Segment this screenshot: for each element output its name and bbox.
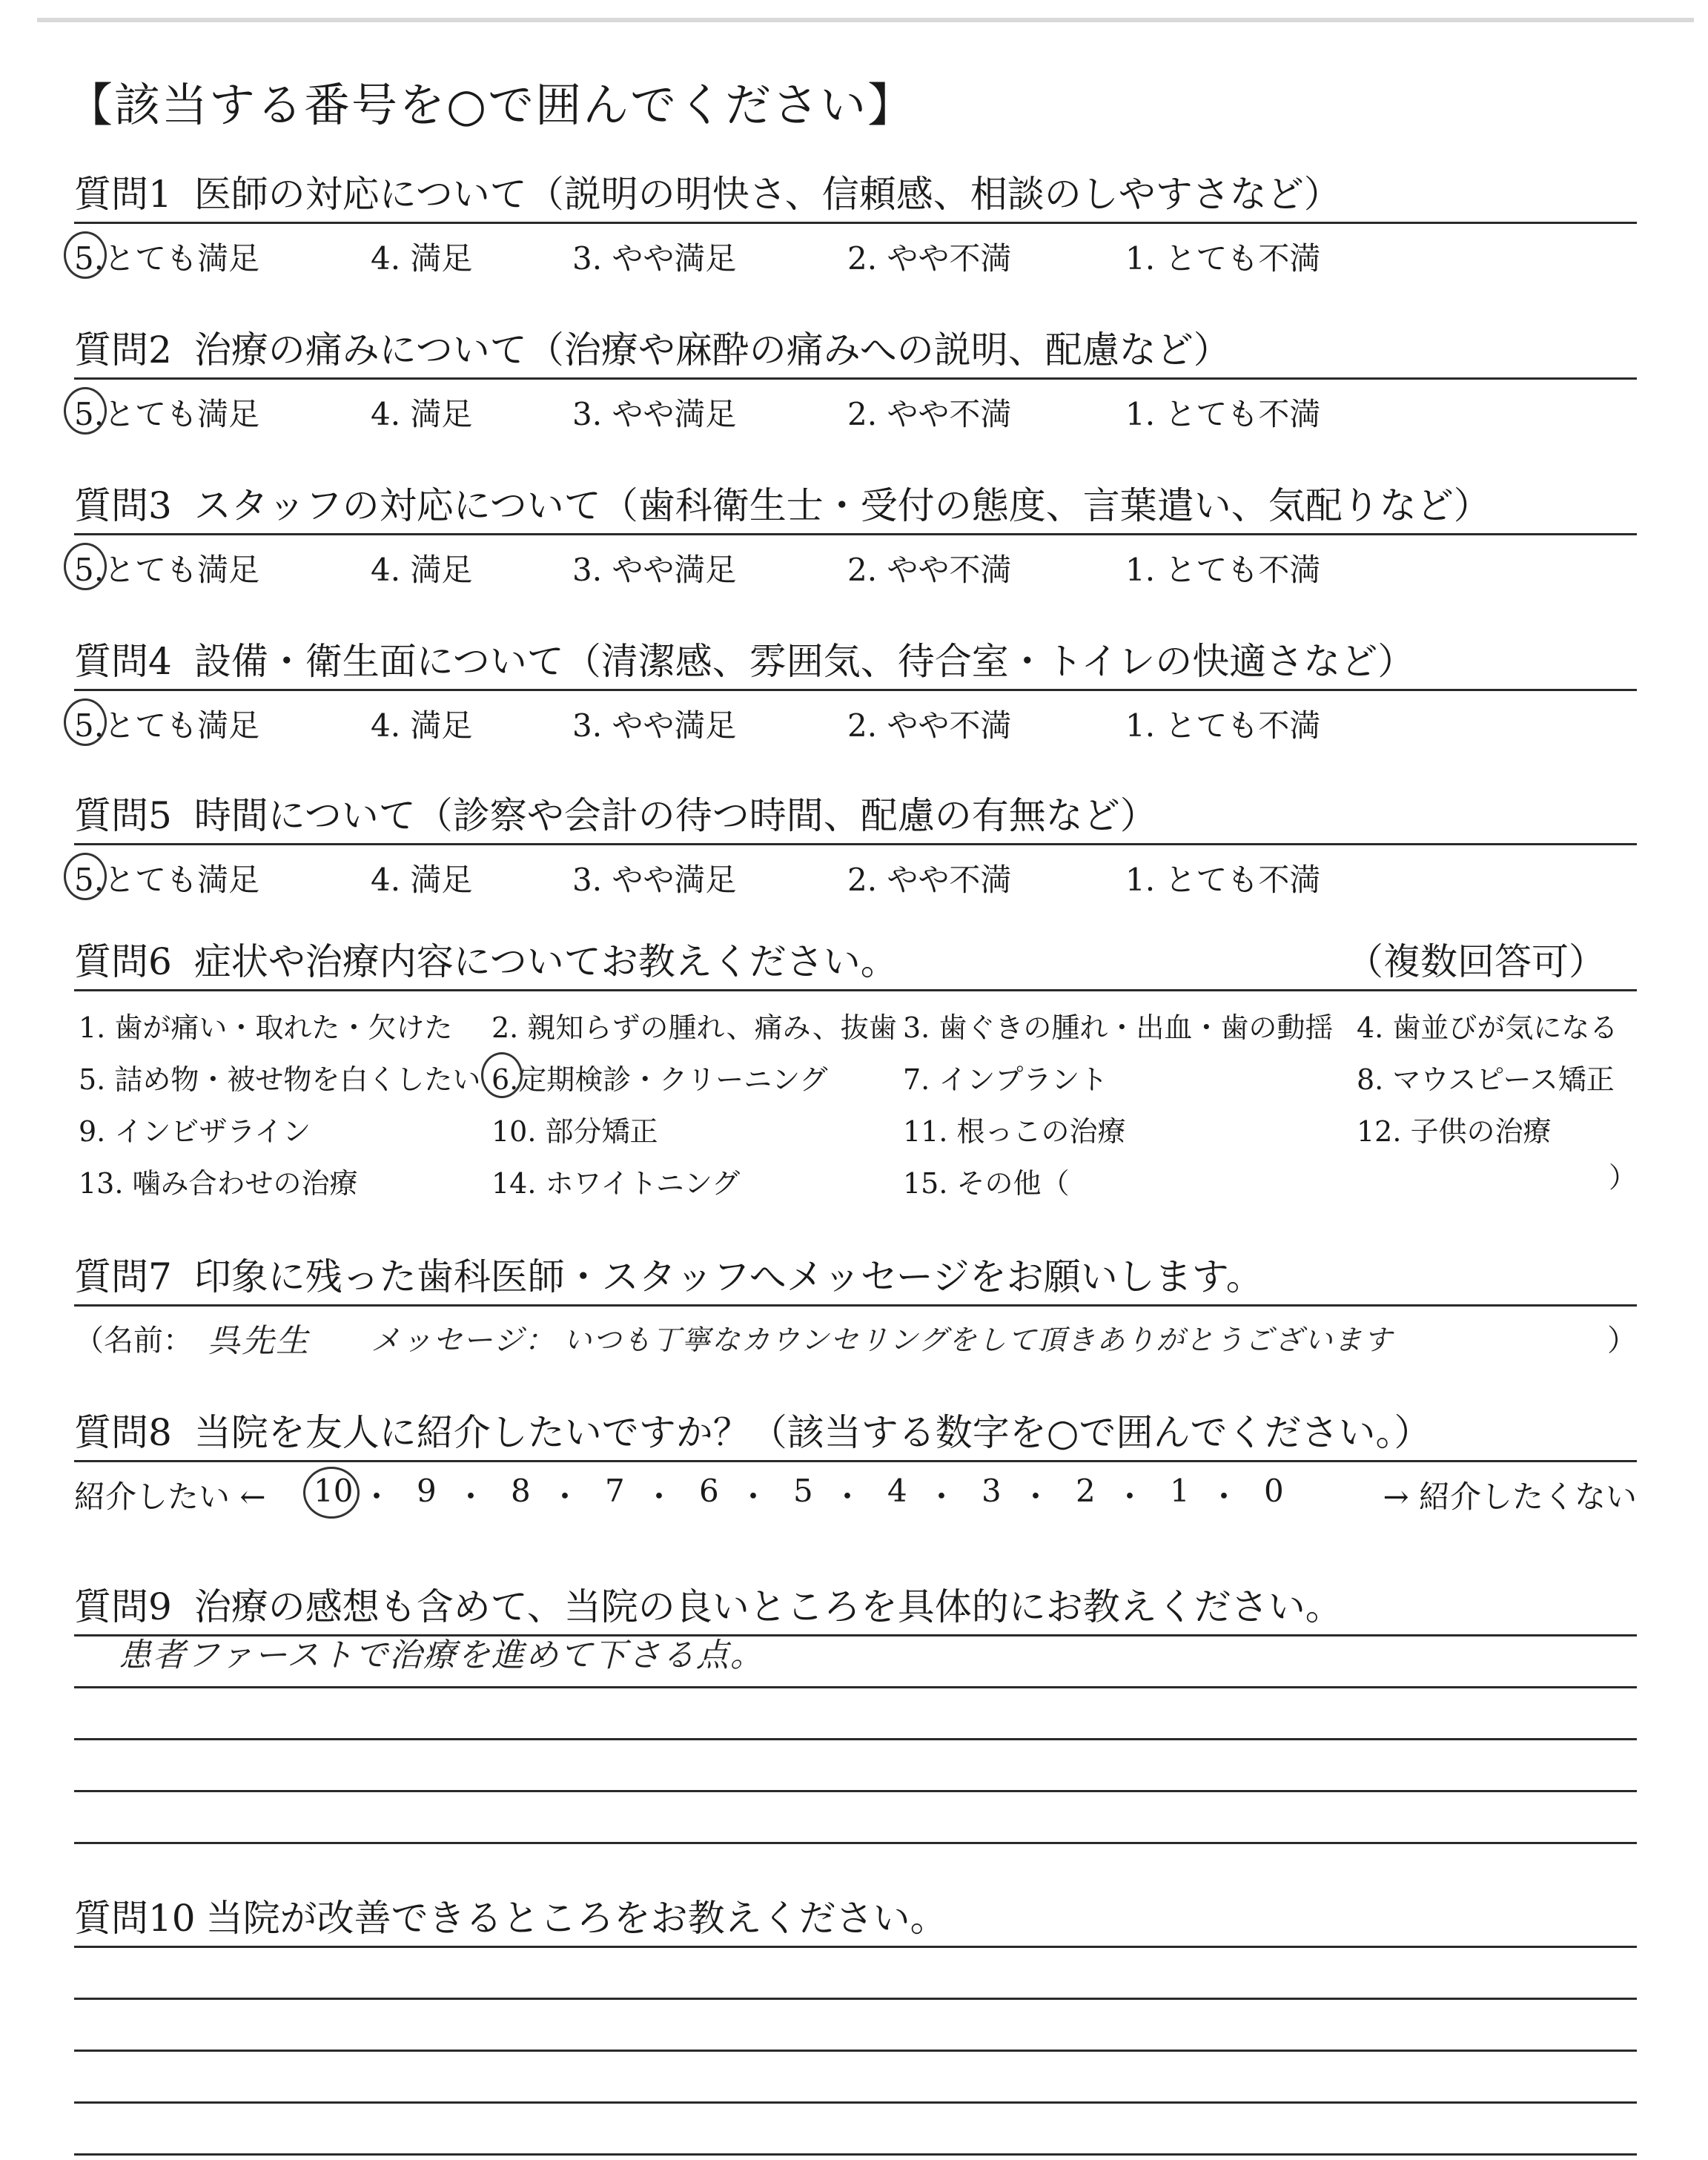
question-7 [74,1249,1637,1358]
rating-option[interactable]: 4. 満足 [371,552,473,588]
selection-circle [64,231,107,279]
rating-option[interactable]: 5.とても満足 [74,240,260,277]
question-text: 当院を友人に紹介したいですか？（該当する数字を○で囲んでください。） [193,1411,1431,1454]
rating-options [74,845,1637,902]
symptom-option[interactable]: 4. 歯並びが気になる [1357,1011,1618,1044]
answer-line [74,2153,1637,2156]
question-10-title [74,1891,1637,1946]
recommend-left-label: 紹介したい ← [74,1479,266,1515]
question-number: 質問6 [74,940,172,983]
scale-separator: ・ [738,1479,769,1515]
question-text: 治療の痛みについて（治療や麻酔の痛みへの説明、配慮など） [193,328,1231,371]
rating-options [74,691,1637,747]
question-2 [74,323,1637,436]
rating-option[interactable]: 1. とても不満 [1125,396,1321,432]
rating-option[interactable]: 4. 満足 [371,396,473,432]
message-value: いつも丁寧なカウンセリングをして頂きありがとうございます [563,1324,1394,1356]
question-number: 質問1 [74,173,172,216]
question-number: 質問3 [74,484,172,527]
rating-options [74,535,1637,592]
rating-option[interactable]: 4. 満足 [371,240,473,277]
question-number: 質問2 [74,328,172,371]
scale-value[interactable]: 4 [887,1473,907,1509]
scale-separator: ・ [1114,1479,1146,1515]
scale-value[interactable]: 3 [982,1473,1002,1509]
rating-options [74,380,1637,436]
question-3 [74,478,1637,592]
rating-option[interactable]: 3. やや満足 [572,707,737,744]
symptom-option[interactable]: 8. マウスピース矯正 [1357,1063,1615,1096]
question-number: 質問8 [74,1411,172,1454]
scale-value[interactable]: 0 [1264,1473,1284,1509]
symptom-option[interactable]: 1. 歯が痛い・取れた・欠けた [79,1011,453,1044]
selection-circle [64,387,107,435]
rating-option[interactable]: 2. やや不満 [847,396,1012,432]
answer-line [74,1946,1637,1948]
question-number: 質問5 [74,794,172,837]
question-6 [74,934,1637,1214]
question-text: 治療の感想も含めて、当院の良いところを具体的にお教えください。 [193,1585,1343,1628]
page-heading: 【該当する番号を○で囲んでください】 [67,78,916,132]
scale-separator: ・ [549,1479,581,1515]
scale-separator: ・ [455,1479,487,1515]
symptom-option[interactable]: 3. 歯ぐきの腫れ・出血・歯の動揺 [903,1011,1334,1044]
scale-value[interactable]: 5 [793,1473,813,1509]
answer-line [74,2050,1637,2052]
recommend-scale [74,1462,1637,1522]
selection-circle [64,543,107,590]
rating-option[interactable]: 5.とても満足 [74,707,260,744]
symptom-option[interactable]: 12. 子供の治療 [1357,1115,1552,1148]
scale-separator: ・ [1208,1479,1240,1515]
rating-option[interactable]: 3. やや満足 [572,552,737,588]
question-4 [74,634,1637,747]
multiple-answer-note: （複数回答可） [1346,940,1606,983]
symptom-option[interactable]: 14. ホワイトニング [491,1167,741,1200]
symptom-option[interactable]: 13. 噛み合わせの治療 [79,1167,358,1200]
question-text: 設備・衛生面について（清潔感、雰囲気、待合室・トイレの快適さなど） [193,640,1415,683]
symptom-option[interactable]: 6.定期検診・クリーニング [491,1063,828,1096]
rating-option[interactable]: 2. やや不満 [847,707,1012,744]
answer-line [74,2101,1637,2104]
rating-option[interactable]: 4. 満足 [371,707,473,744]
close-paren: ） [1607,1324,1637,1358]
answer-line [74,1998,1637,2000]
answer-line [74,1842,1637,1844]
scale-separator: ・ [361,1479,393,1515]
question-8-title [74,1405,1637,1460]
scale-value[interactable]: 10 [314,1473,354,1509]
question-text: 症状や治療内容についてお教えください。 [193,940,898,983]
selection-circle [64,698,107,746]
question-number: 質問9 [74,1585,172,1628]
question-title [74,167,1637,222]
selection-circle [481,1052,523,1098]
question-10 [74,1891,1637,2156]
question-7-title [74,1249,1637,1304]
question-number: 質問4 [74,640,172,683]
good-points-answer: 患者ファーストで治療を進めて下さる点。 [119,1636,764,1674]
question-text: 医師の対応について（説明の明快さ、信頼感、相談のしやすさなど） [193,173,1341,216]
answer-line [74,1738,1637,1740]
scale-value[interactable]: 8 [511,1473,531,1509]
question-8 [74,1405,1637,1522]
question-9-title [74,1579,1637,1634]
scale-separator: ・ [832,1479,864,1515]
answer-lines [74,1634,1637,1844]
rating-option[interactable]: 5.とても満足 [74,396,260,432]
selection-circle [64,853,107,900]
symptom-option[interactable]: 10. 部分矯正 [491,1115,658,1148]
rating-option[interactable]: 4. 満足 [371,862,473,898]
rating-option[interactable]: 2. やや不満 [847,552,1012,588]
rating-option[interactable]: 3. やや満足 [572,862,737,898]
symptom-option[interactable]: 7. インプラント [903,1063,1108,1096]
symptom-options [74,991,1637,1214]
question-number: 質問10 [74,1897,196,1940]
rating-option[interactable]: 3. やや満足 [572,240,737,277]
scale-separator: ・ [643,1479,675,1515]
symptom-option[interactable]: 11. 根っこの治療 [903,1115,1126,1148]
question-title [74,323,1637,377]
other-close-paren: ） [1608,1161,1637,1194]
question-6-title [74,934,1637,989]
answer-lines [74,1946,1637,2156]
question-5 [74,788,1637,902]
rating-option[interactable]: 2. やや不満 [847,240,1012,277]
name-value: 呉先生 [208,1322,310,1360]
question-text: 時間について（診察や会計の待つ時間、配慮の有無など） [193,794,1157,837]
question-title [74,478,1637,533]
symptom-option[interactable]: 2. 親知らずの腫れ、痛み、抜歯 [491,1011,897,1044]
question-9 [74,1579,1637,1844]
name-label: （名前： [74,1324,193,1358]
symptom-option[interactable]: 15. その他（ [903,1167,1070,1200]
symptom-option[interactable]: 5. 詰め物・被せ物を白くしたい [79,1063,481,1096]
scale-separator: ・ [1020,1479,1052,1515]
rating-option[interactable]: 1. とても不満 [1125,240,1321,277]
question-text: 当院が改善できるところをお教えください。 [205,1897,947,1940]
rating-option[interactable]: 1. とても不満 [1125,552,1321,588]
scale-value[interactable]: 9 [417,1473,437,1509]
question-number: 質問7 [74,1255,172,1298]
scale-value[interactable]: 1 [1170,1473,1190,1509]
scale-value[interactable]: 2 [1076,1473,1096,1509]
scan-edge [37,18,1694,22]
question-1 [74,167,1637,280]
question-title [74,788,1637,843]
scale-value[interactable]: 7 [605,1473,625,1509]
rating-option[interactable]: 1. とても不満 [1125,707,1321,744]
rating-option[interactable]: 1. とても不満 [1125,862,1321,898]
answer-line [74,1790,1637,1792]
answer-line [74,1686,1637,1688]
question-title [74,634,1637,689]
message-row [74,1307,1637,1358]
symptom-option[interactable]: 9. インビザライン [79,1115,311,1148]
scale-separator: ・ [926,1479,958,1515]
recommend-right-label: → 紹介したくない [1383,1479,1637,1515]
rating-options [74,224,1637,280]
message-label: メッセージ： [371,1324,556,1358]
rating-option[interactable]: 5.とても満足 [74,552,260,588]
rating-option[interactable]: 5.とても満足 [74,862,260,898]
selection-circle [303,1467,360,1519]
rating-option[interactable]: 2. やや不満 [847,862,1012,898]
rating-option[interactable]: 3. やや満足 [572,396,737,432]
question-text: スタッフの対応について（歯科衛生士・受付の態度、言葉遣い、気配りなど） [193,484,1491,527]
scale-value[interactable]: 6 [699,1473,719,1509]
question-text: 印象に残った歯科医師・スタッフへメッセージをお願いします。 [193,1255,1263,1298]
